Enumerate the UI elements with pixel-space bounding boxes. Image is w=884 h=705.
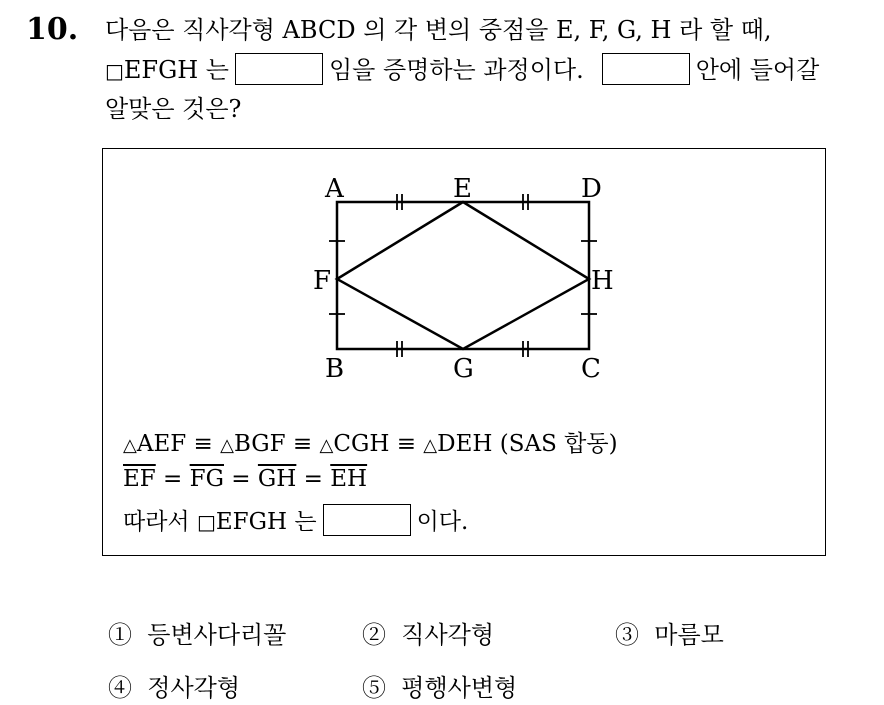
proof-box (102, 148, 826, 556)
equals: = (155, 466, 190, 492)
label-g: G (453, 354, 474, 384)
question-line-2 (105, 53, 819, 88)
proof-text: DEH (SAS 합동) (437, 431, 618, 457)
answer-blank (602, 53, 690, 85)
question-line-2-a: EFGH 는 (123, 56, 229, 84)
choice-text: 평행사변형 (401, 674, 518, 702)
proof-text: BGF ≡ (233, 431, 320, 457)
single-tick-marks (329, 241, 597, 314)
label-c: C (581, 354, 601, 384)
segment-eh: $\overline{EH}$ (330, 466, 368, 492)
choice-4[interactable] (108, 672, 240, 704)
proof-text: CGH ≡ (333, 431, 424, 457)
triangle-symbol: △ (319, 435, 334, 456)
quadrilateral-efgh (337, 202, 589, 349)
question-number: 10. (26, 12, 79, 47)
conclusion-mid: EFGH 는 (215, 509, 317, 535)
choice-number: ⑤ (362, 674, 386, 702)
segment-gh: $\overline{GH}$ (257, 466, 297, 492)
label-a: A (325, 174, 344, 204)
label-f: F (313, 266, 332, 296)
equals: = (296, 466, 331, 492)
choice-2[interactable] (362, 619, 494, 651)
proof-text: AEF ≡ (136, 431, 221, 457)
rectangle-figure (103, 149, 827, 399)
double-tick-marks (397, 194, 528, 357)
choice-text: 정사각형 (147, 674, 241, 702)
choice-number: ③ (615, 621, 639, 649)
label-h: H (591, 266, 614, 296)
question-line-2-b: 임을 증명하는 과정이다. (329, 56, 584, 84)
proof-line-conclusion (123, 504, 468, 537)
triangle-symbol: △ (423, 435, 438, 456)
choice-text: 직사각형 (401, 621, 495, 649)
segment-ef: $\overline{EF}$ (123, 466, 156, 492)
choice-text: 등변사다리꼴 (147, 621, 287, 649)
triangle-symbol: △ (123, 435, 137, 456)
rectangle-abcd (337, 202, 589, 349)
label-e: E (453, 174, 472, 204)
segment-fg: $\overline{FG}$ (189, 466, 224, 492)
proof-line-congruence (123, 429, 618, 461)
choice-5[interactable] (362, 672, 517, 704)
conclusion-prefix: 따라서 (123, 509, 197, 535)
label-b: B (325, 354, 345, 384)
equals: = (224, 466, 258, 492)
answer-blank (323, 504, 411, 536)
choice-number: ① (108, 621, 132, 649)
question-line-2-c: 안에 들어갈 (695, 56, 820, 84)
label-d: D (581, 174, 602, 204)
answer-blank (235, 53, 323, 85)
conclusion-suffix: 이다. (416, 509, 469, 535)
square-symbol: □ (105, 59, 124, 83)
choice-number: ④ (108, 674, 132, 702)
choice-1[interactable] (108, 619, 286, 651)
question-line-1: 다음은 직사각형 ABCD 의 각 변의 중점을 E, F, G, H 라 할 때, (105, 16, 772, 44)
triangle-symbol: △ (220, 435, 234, 456)
question-line-3: 알맞은 것은? (105, 95, 242, 123)
square-symbol: □ (196, 510, 216, 534)
proof-line-segments (123, 464, 367, 494)
choice-text: 마름모 (654, 621, 724, 649)
choice-3[interactable] (615, 619, 724, 651)
choice-number: ② (362, 621, 386, 649)
